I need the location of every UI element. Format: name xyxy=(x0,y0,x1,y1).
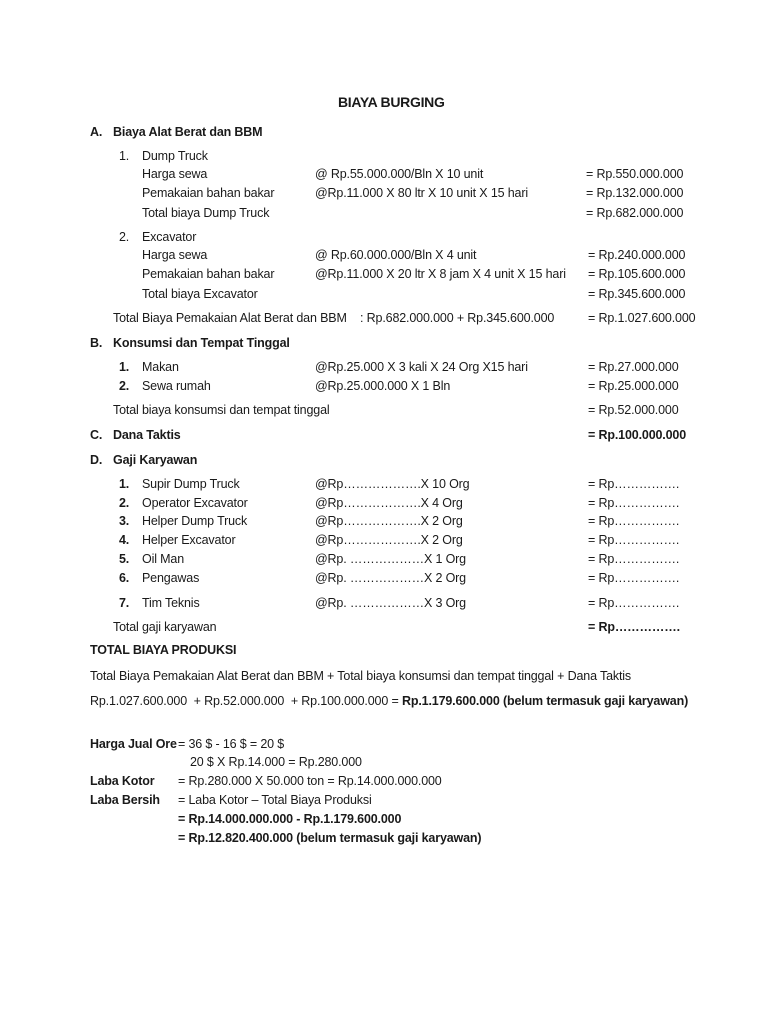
row-formula: @Rp……………….X 4 Org xyxy=(315,496,463,510)
row-label: Sewa rumah xyxy=(142,379,211,393)
item-name: Excavator xyxy=(142,230,197,244)
laba-bersih-formula: = Laba Kotor – Total Biaya Produksi xyxy=(178,793,372,807)
item-number: 2. xyxy=(119,230,130,244)
row-label: Makan xyxy=(142,360,179,374)
row-label: Tim Teknis xyxy=(142,596,200,610)
item-number: 7. xyxy=(119,596,130,610)
row-formula: @Rp……………….X 2 Org xyxy=(315,533,463,547)
section-b-heading: Konsumsi dan Tempat Tinggal xyxy=(113,336,290,350)
row-formula: @Rp. ………………X 1 Org xyxy=(315,552,466,566)
calculation-result: Rp.1.179.600.000 (belum termasuk gaji karyawan) xyxy=(401,694,689,708)
total-produksi-formula: Total Biaya Pemakaian Alat Berat dan BBM + Total biaya konsumsi dan tempat tinggal + Dana Taktis xyxy=(90,669,632,683)
section-total-label: Total Biaya Pemakaian Alat Berat dan BBM xyxy=(113,311,347,325)
row-label: Oil Man xyxy=(142,552,185,566)
row-formula: @ Rp.55.000.000/Bln X 10 unit xyxy=(315,167,484,181)
row-formula: @Rp.11.000 X 80 ltr X 10 unit X 15 hari xyxy=(315,186,528,200)
row-label: Total biaya Excavator xyxy=(142,287,258,301)
row-result: = Rp.550.000.000 xyxy=(586,167,684,181)
harga-jual-conversion: 20 $ X Rp.14.000 = Rp.280.000 xyxy=(190,755,362,769)
row-formula: @ Rp.60.000.000/Bln X 4 unit xyxy=(315,248,477,262)
item-number: 1. xyxy=(119,477,130,491)
section-d-heading: Gaji Karyawan xyxy=(113,453,198,467)
laba-bersih-calculation: = Rp.14.000.000.000 - Rp.1.179.600.000 xyxy=(178,812,402,826)
row-result: = Rp……………. xyxy=(588,571,680,585)
row-label: Harga sewa xyxy=(142,248,208,262)
row-label: Pemakaian bahan bakar xyxy=(142,186,275,200)
row-result: = Rp……………. xyxy=(588,533,680,547)
row-result: = Rp……………. xyxy=(588,496,680,510)
row-result: = Rp.345.600.000 xyxy=(588,287,686,301)
row-label: Harga sewa xyxy=(142,167,208,181)
laba-kotor-value: = Rp.280.000 X 50.000 ton = Rp.14.000.000.000 xyxy=(178,774,442,788)
row-formula: @Rp……………….X 10 Org xyxy=(315,477,470,491)
row-formula: @Rp……………….X 2 Org xyxy=(315,514,463,528)
row-label: Operator Excavator xyxy=(142,496,248,510)
section-total-formula: : Rp.682.000.000 + Rp.345.600.000 xyxy=(360,311,555,325)
section-total-result: = Rp……………. xyxy=(588,620,680,634)
section-c-letter: C. xyxy=(90,428,103,442)
row-result: = Rp.105.600.000 xyxy=(588,267,686,281)
row-result: = Rp.132.000.000 xyxy=(586,186,684,200)
row-label: Supir Dump Truck xyxy=(142,477,240,491)
section-b-letter: B. xyxy=(90,336,103,350)
row-formula: @Rp. ………………X 3 Org xyxy=(315,596,466,610)
row-result: = Rp……………. xyxy=(588,477,680,491)
row-result: = Rp……………. xyxy=(588,514,680,528)
item-number: 2. xyxy=(119,496,130,510)
harga-jual-label: Harga Jual Ore xyxy=(90,737,177,751)
total-produksi-calculation xyxy=(90,694,688,709)
row-result: = Rp……………. xyxy=(588,596,680,610)
row-label: Helper Dump Truck xyxy=(142,514,248,528)
row-label: Helper Excavator xyxy=(142,533,236,547)
section-a-heading: Biaya Alat Berat dan BBM xyxy=(113,125,263,139)
row-result: = Rp.25.000.000 xyxy=(588,379,679,393)
section-total-label: Total gaji karyawan xyxy=(113,620,217,634)
section-d-letter: D. xyxy=(90,453,103,467)
item-number: 6. xyxy=(119,571,130,585)
section-c-heading: Dana Taktis xyxy=(113,428,181,442)
section-c-result: = Rp.100.000.000 xyxy=(588,428,687,442)
total-produksi-heading: TOTAL BIAYA PRODUKSI xyxy=(90,643,237,657)
row-formula: @Rp.25.000 X 3 kali X 24 Org X15 hari xyxy=(315,360,528,374)
row-formula: @Rp.11.000 X 20 ltr X 8 jam X 4 unit X 15 hari xyxy=(315,267,566,281)
row-result: = Rp.682.000.000 xyxy=(586,206,684,220)
row-label: Pemakaian bahan bakar xyxy=(142,267,275,281)
row-formula: @Rp.25.000.000 X 1 Bln xyxy=(315,379,451,393)
section-total-result: = Rp.52.000.000 xyxy=(588,403,679,417)
item-number: 3. xyxy=(119,514,130,528)
row-formula: @Rp. ………………X 2 Org xyxy=(315,571,466,585)
laba-bersih-label: Laba Bersih xyxy=(90,793,160,807)
row-label: Total biaya Dump Truck xyxy=(142,206,270,220)
item-number: 5. xyxy=(119,552,130,566)
section-a-letter: A. xyxy=(90,125,103,139)
laba-kotor-label: Laba Kotor xyxy=(90,774,155,788)
row-result: = Rp……………. xyxy=(588,552,680,566)
calculation-terms: Rp.1.027.600.000 + Rp.52.000.000 + Rp.100.000.000 = xyxy=(90,694,402,708)
item-number: 1. xyxy=(119,149,130,163)
item-name: Dump Truck xyxy=(142,149,208,163)
laba-bersih-result: = Rp.12.820.400.000 (belum termasuk gaji karyawan) xyxy=(178,831,482,845)
page-title: BIAYA BURGING xyxy=(338,94,445,110)
harga-jual-value: = 36 $ - 16 $ = 20 $ xyxy=(178,737,285,751)
section-total-label: Total biaya konsumsi dan tempat tinggal xyxy=(113,403,330,417)
item-number: 4. xyxy=(119,533,130,547)
row-result: = Rp.240.000.000 xyxy=(588,248,686,262)
item-number: 2. xyxy=(119,379,130,393)
row-result: = Rp.27.000.000 xyxy=(588,360,679,374)
item-number: 1. xyxy=(119,360,130,374)
section-total-result: = Rp.1.027.600.000 xyxy=(588,311,696,325)
row-label: Pengawas xyxy=(142,571,200,585)
